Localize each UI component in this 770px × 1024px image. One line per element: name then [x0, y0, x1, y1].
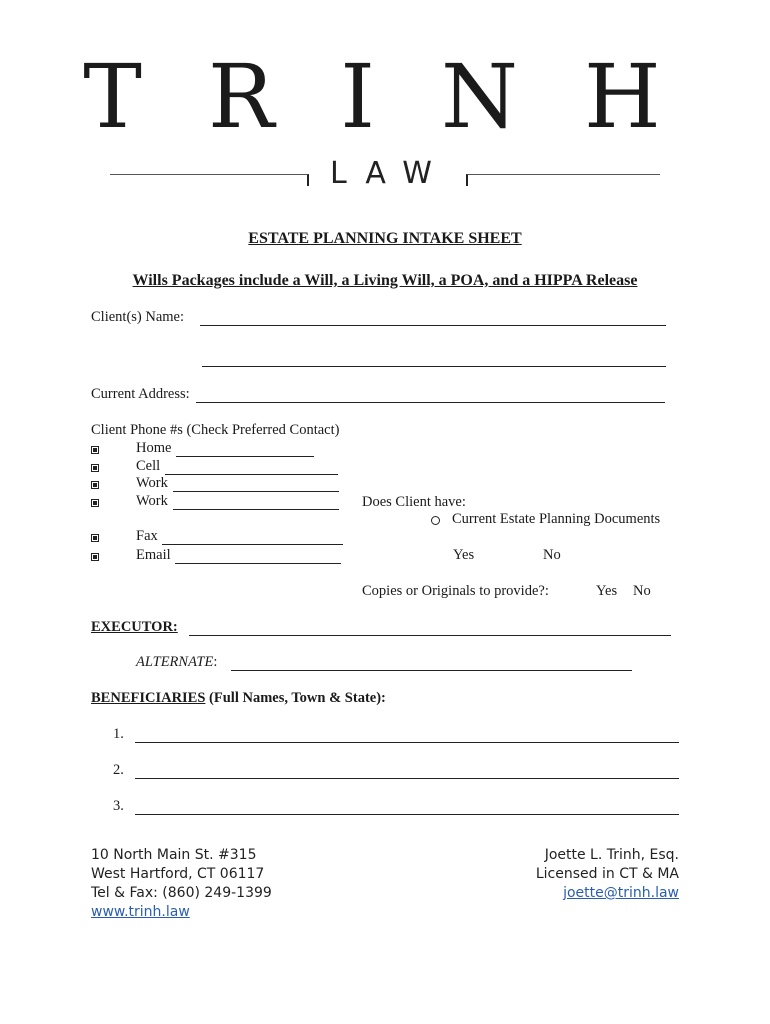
footer-attorney: [536, 846, 679, 903]
alternate-label-text: ALTERNATE: [136, 654, 214, 670]
cell-label: Cell: [136, 458, 161, 474]
documents-yes[interactable]: Yes: [453, 547, 475, 563]
firm-logo-name: TRINH: [83, 45, 727, 148]
fax-line[interactable]: [162, 544, 343, 545]
fax-label: Fax: [136, 528, 158, 544]
cell-line[interactable]: [165, 474, 338, 475]
footer-licensed: Licensed in CT & MA: [535, 866, 679, 882]
page-subtitle: Wills Packages include a Will, a Living Will, a POA, and a HIPPA Release: [132, 272, 638, 289]
logo-tick-left: [302, 174, 309, 186]
work1-checkbox[interactable]: [91, 481, 99, 489]
client-name-line-2[interactable]: [202, 366, 666, 367]
beneficiaries-note: (Full Names, Town & State):: [205, 690, 386, 706]
beneficiary-line-1[interactable]: [135, 742, 679, 743]
footer-website-link[interactable]: www.trinh.law: [91, 904, 190, 920]
executor-line[interactable]: [189, 635, 671, 636]
phones-label: Client Phone #s (Check Preferred Contact): [91, 422, 340, 438]
logo-rule-right: [473, 174, 660, 175]
footer-address-line-2: West Hartford, CT 06117: [91, 866, 265, 882]
home-label: Home: [136, 440, 172, 456]
copies-no[interactable]: No: [633, 583, 651, 599]
fax-checkbox[interactable]: [91, 534, 99, 542]
beneficiary-line-2[interactable]: [135, 778, 679, 779]
alternate-label: [136, 654, 217, 671]
email-label: Email: [136, 547, 171, 563]
firm-logo-sub: LAW: [330, 156, 450, 191]
work2-checkbox[interactable]: [91, 499, 99, 507]
logo-rule-left: [110, 174, 302, 175]
alternate-line[interactable]: [231, 670, 632, 671]
beneficiary-number-2: 2.: [113, 762, 124, 778]
beneficiary-line-3[interactable]: [135, 814, 679, 815]
logo-tick-right: [466, 174, 473, 186]
home-line[interactable]: [176, 456, 314, 457]
documents-item: Current Estate Planning Documents: [452, 511, 661, 527]
work2-line[interactable]: [173, 509, 339, 510]
work1-label: Work: [136, 475, 168, 491]
footer-address-line-1: 10 North Main St. #315: [91, 847, 257, 863]
copies-yes[interactable]: Yes: [596, 583, 618, 599]
executor-label: EXECUTOR:: [91, 619, 178, 635]
client-name-line-1[interactable]: [200, 325, 666, 326]
beneficiary-number-3: 3.: [113, 798, 124, 814]
beneficiary-number-1: 1.: [113, 726, 124, 742]
page-title: ESTATE PLANNING INTAKE SHEET: [248, 230, 522, 247]
beneficiaries-heading: [91, 690, 386, 707]
work1-line[interactable]: [173, 491, 339, 492]
client-name-label: Client(s) Name:: [91, 309, 185, 325]
footer-address: [91, 846, 272, 922]
work2-label: Work: [136, 493, 168, 509]
cell-checkbox[interactable]: [91, 464, 99, 472]
documents-no[interactable]: No: [543, 547, 561, 563]
address-label: Current Address:: [91, 386, 190, 402]
footer-phone: Tel & Fax: (860) 249-1399: [91, 885, 272, 901]
footer-email-link[interactable]: joette@trinh.law: [563, 885, 679, 901]
email-line[interactable]: [175, 563, 341, 564]
copies-label: Copies or Originals to provide?:: [362, 583, 549, 599]
documents-question: Does Client have:: [362, 494, 466, 510]
beneficiaries-label: BENEFICIARIES: [91, 690, 206, 706]
footer-attorney-name: Joette L. Trinh, Esq.: [544, 847, 679, 863]
firm-logo-subline: [110, 156, 660, 192]
documents-bullet: [431, 516, 440, 525]
alternate-colon: :: [213, 654, 218, 670]
email-checkbox[interactable]: [91, 553, 99, 561]
home-checkbox[interactable]: [91, 446, 99, 454]
address-line[interactable]: [196, 402, 665, 403]
